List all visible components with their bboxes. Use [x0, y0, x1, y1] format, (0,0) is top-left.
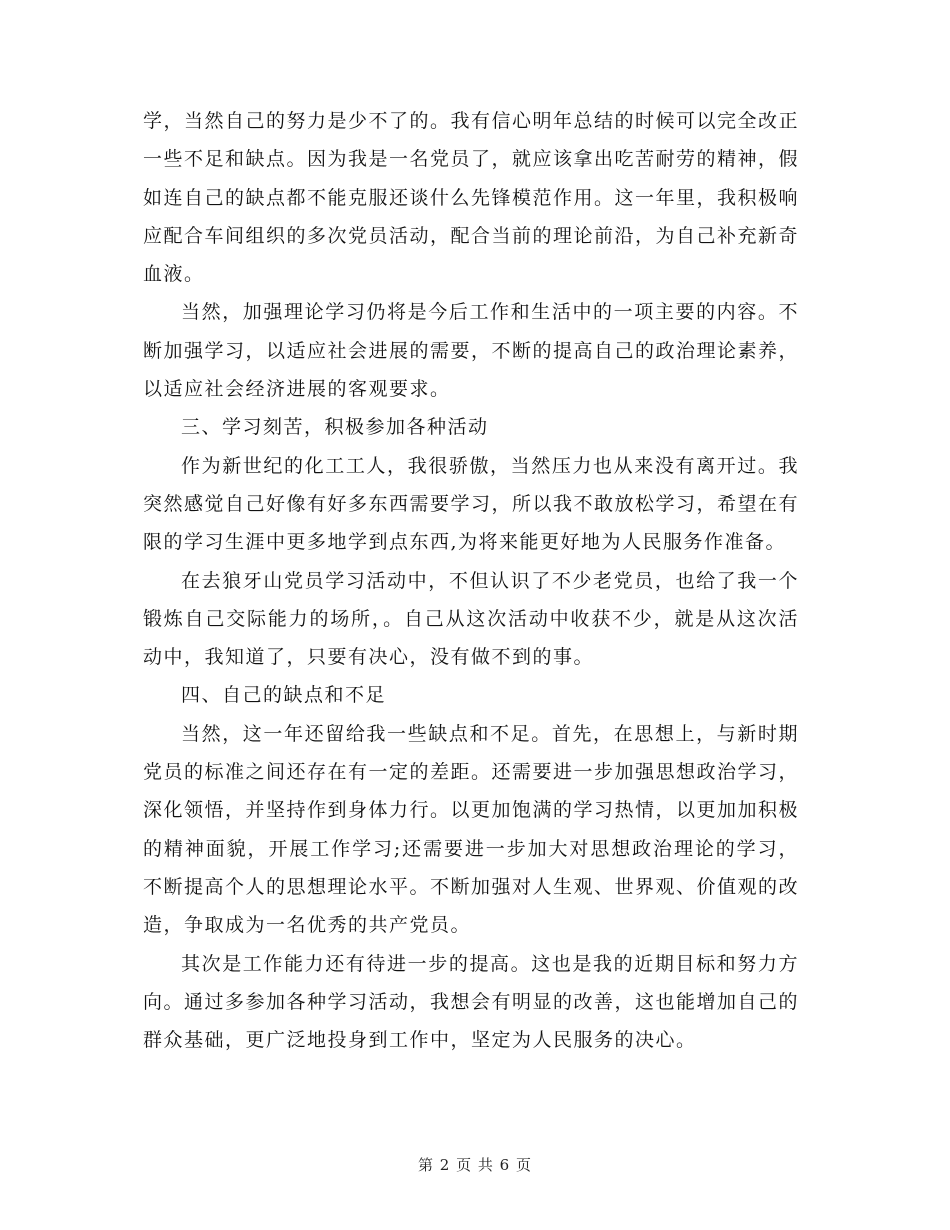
paragraph-continuation: 学，当然自己的努力是少不了的。我有信心明年总结的时候可以完全改正一些不足和缺点。因为我是一名党员了，就应该拿出吃苦耐劳的精神，假如连自己的缺点都不能克服还谈什么先锋模范作用。这一年里，我积极响应配合车间组织的多次党员活动，配合当前的理论前沿，为自己补充新奇血液。 — [143, 110, 800, 286]
page-number-footer: 第 2 页 共 6 页 — [418, 1156, 532, 1174]
paragraph-langyashan-activity: 在去狼牙山党员学习活动中，不但认识了不少老党员，也给了我一个锻炼自己交际能力的场所，。自己从这次活动中收获不少，就是从这次活动中，我知道了，只要有决心，没有做不到的事。 — [143, 569, 799, 669]
paragraph-theory-study: 当然，加强理论学习仍将是今后工作和生活中的一项主要的内容。不断加强学习，以适应社会进展的需要，不断的提高自己的政治理论素养，以适应社会经济进展的客观要求。 — [143, 301, 800, 401]
paragraph-chemical-worker: 作为新世纪的化工工人，我很骄傲，当然压力也从来没有离开过。我突然感觉自己好像有好多东西需要学习，所以我不敢放松学习，希望在有限的学习生涯中更多地学到点东西,为将来能更好地为人民服务作准备。 — [143, 454, 800, 554]
document-body — [143, 102, 799, 1059]
paragraph-shortcomings: 当然，这一年还留给我一些缺点和不足。首先，在思想上，与新时期党员的标准之间还存在有一定的差距。还需要进一步加强思想政治学习，深化领悟，并坚持作到身体力行。以更加饱满的学习热情，以更加加积极的精神面貌，开展工作学习;还需要进一步加大对思想政治理论的学习，不断提高个人的思想理论水平。不断加强对人生观、世界观、价值观的改造，争取成为一名优秀的共产党员。 — [143, 722, 800, 937]
paragraph-work-ability: 其次是工作能力还有待进一步的提高。这也是我的近期目标和努力方向。通过多参加各种学习活动，我想会有明显的改善，这也能增加自己的群众基础，更广泛地投身到工作中，坚定为人民服务的决心。 — [143, 952, 800, 1052]
section-heading-three: 三、学习刻苦，积极参加各种活动 — [181, 416, 489, 439]
section-heading-four: 四、自己的缺点和不足 — [181, 684, 387, 707]
